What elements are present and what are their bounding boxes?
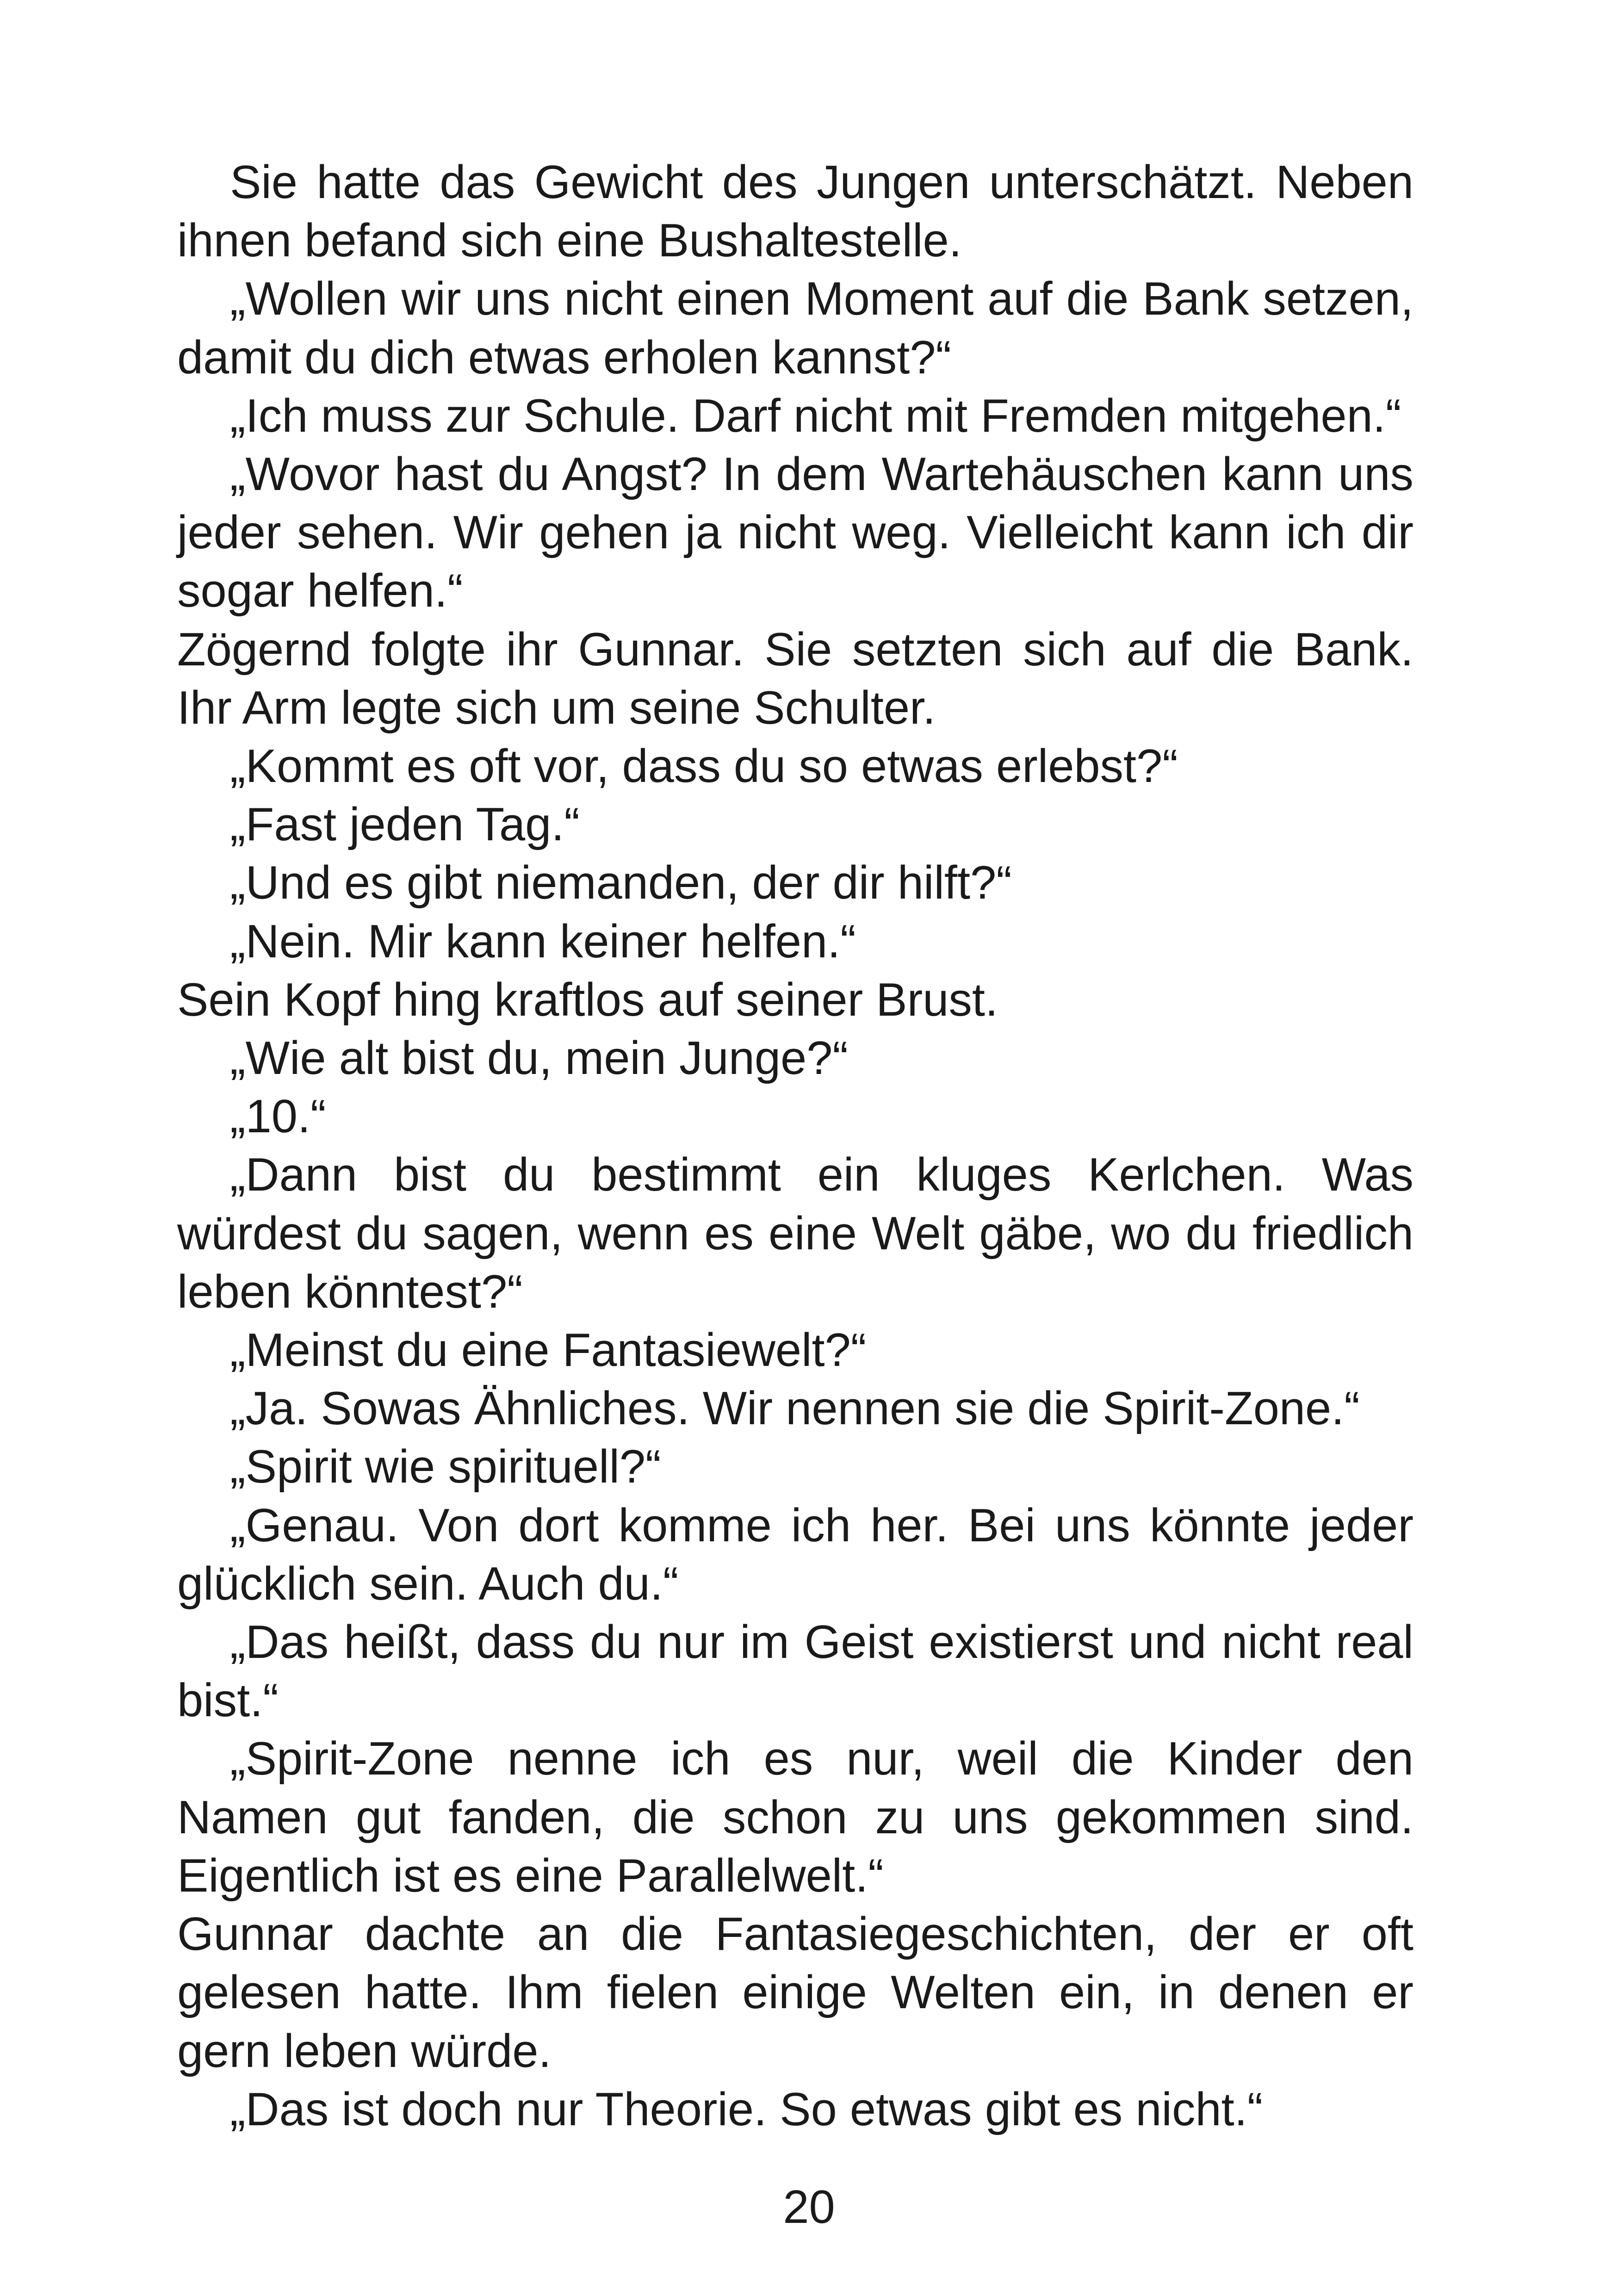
paragraph: „Spirit wie spirituell?“ <box>230 1441 661 1493</box>
paragraph: „Fast jeden Tag.“ <box>230 799 580 851</box>
paragraph: „Und es gibt niemanden, der dir hilft?“ <box>230 857 1012 909</box>
paragraph: „Kommt es oft vor, dass du so etwas erlebst?“ <box>230 740 1178 793</box>
paragraph: Gunnar dachte an die Fantasiegeschichten, der er oft gelesen hatte. Ihm fielen einige Welten ein, in denen er gern leben würde. <box>177 1908 1413 2077</box>
paragraph: „Wovor hast du Angst? In dem Wartehäuschen kann uns jeder sehen. Wir gehen ja nicht weg. Vielleicht kann ich dir sogar helfen.“ <box>177 448 1413 617</box>
body-text <box>177 153 1413 2139</box>
paragraph: „Wollen wir uns nicht einen Moment auf die Bank setzen, damit du dich etwas erholen kannst?“ <box>177 273 1413 384</box>
paragraph: „Ja. Sowas Ähnliches. Wir nennen sie die Spirit-Zone.“ <box>230 1383 1360 1435</box>
paragraph: „Meinst du eine Fantasiewelt?“ <box>230 1324 867 1377</box>
paragraph: Sein Kopf hing kraftlos auf seiner Brust. <box>177 974 998 1026</box>
paragraph: „Ich muss zur Schule. Darf nicht mit Fremden mitgehen.“ <box>230 390 1401 442</box>
paragraph: „Das heißt, dass du nur im Geist existierst und nicht real bist.“ <box>177 1616 1413 1727</box>
page-number: 20 <box>783 2181 835 2233</box>
paragraph: Sie hatte das Gewicht des Jungen unterschätzt. Neben ihnen befand sich eine Bushaltestelle. <box>177 156 1413 267</box>
paragraph: „Dann bist du bestimmt ein kluges Kerlchen. Was würdest du sagen, wenn es eine Welt gäbe, wo du friedlich leben könntest?“ <box>177 1149 1413 1318</box>
paragraph: „Nein. Mir kann keiner helfen.“ <box>230 915 856 968</box>
paragraph: „Spirit-Zone nenne ich es nur, weil die Kinder den Namen gut fanden, die schon zu uns gekommen sind. Eigentlich ist es eine Parallelwelt.“ <box>177 1733 1413 1902</box>
paragraph: „Wie alt bist du, mein Junge?“ <box>230 1032 849 1085</box>
paragraph: Zögernd folgte ihr Gunnar. Sie setzten sich auf die Bank. Ihr Arm legte sich um seine Schulter. <box>177 623 1413 734</box>
paragraph: „10.“ <box>230 1091 326 1143</box>
paragraph: „Das ist doch nur Theorie. So etwas gibt es nicht.“ <box>230 2083 1263 2135</box>
paragraph: „Genau. Von dort komme ich her. Bei uns könnte jeder glücklich sein. Auch du.“ <box>177 1499 1413 1610</box>
